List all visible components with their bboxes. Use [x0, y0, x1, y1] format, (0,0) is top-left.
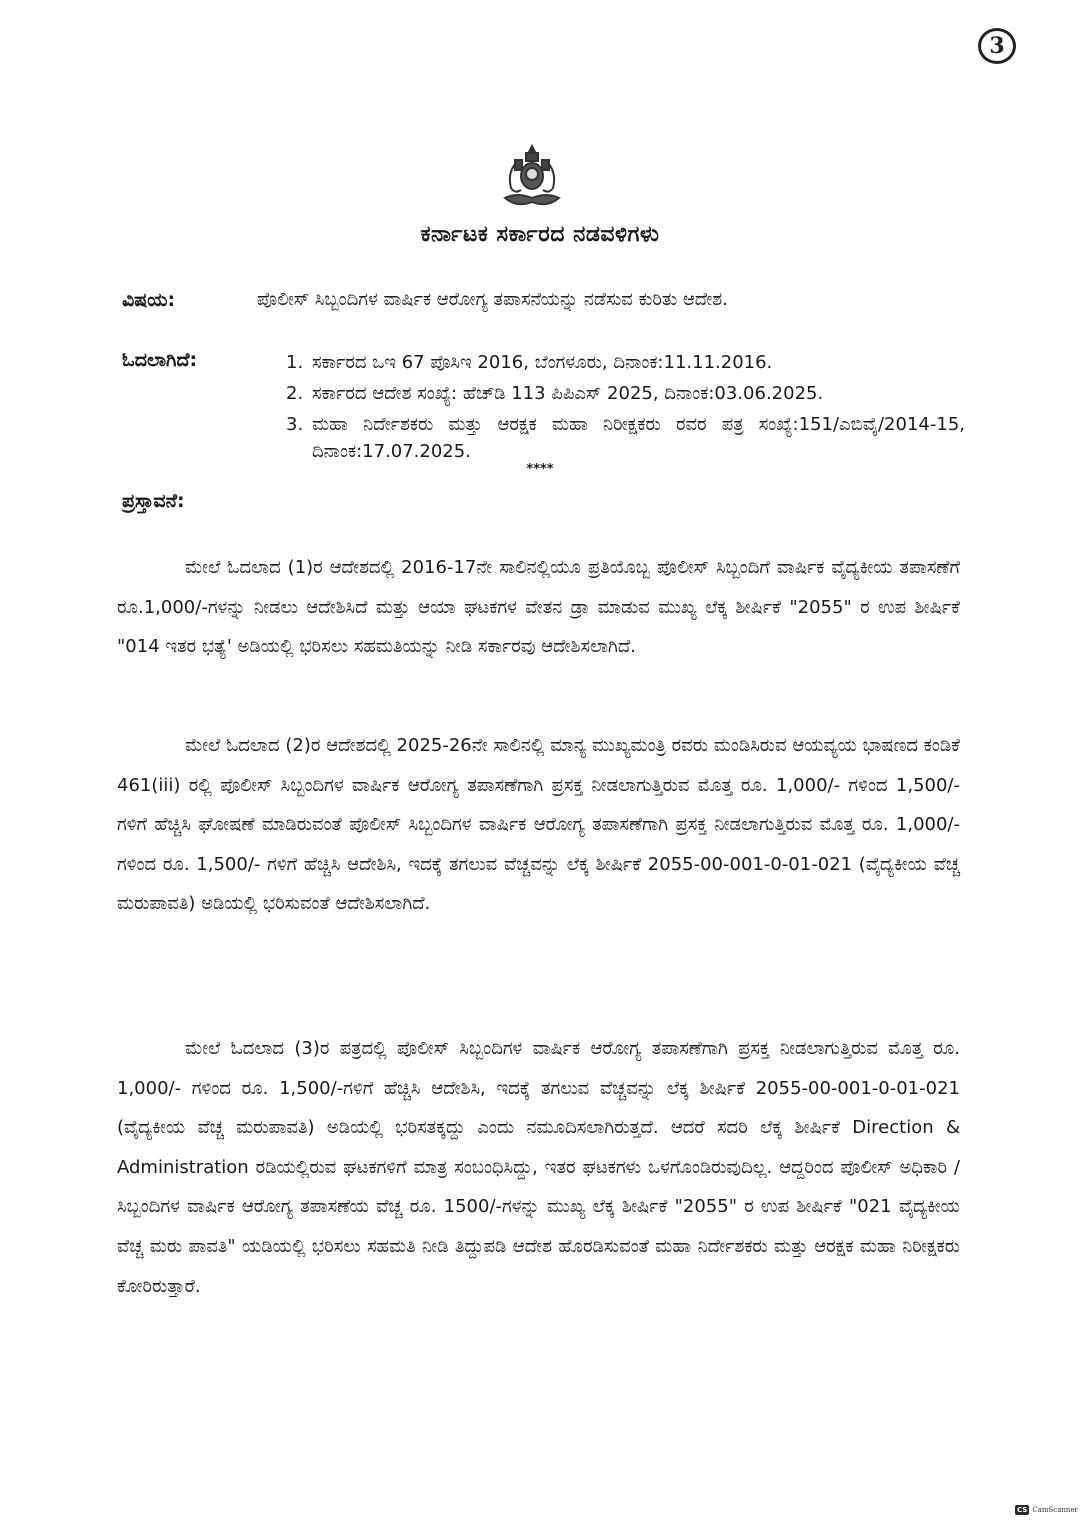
camscanner-logo-icon: CS [1017, 1506, 1028, 1514]
handwritten-page-number: 3 [978, 28, 1016, 64]
preamble-paragraph-2: ಮೇಲೆ ಓದಲಾದ (2)ರ ಆದೇಶದಲ್ಲಿ 2025-26ನೇ ಸಾಲಿನಲ್ಲಿ ಮಾನ್ಯ ಮುಖ್ಯಮಂತ್ರಿ ರವರು ಮಂಡಿಸಿರುವ ಆಯವ್ಯಯ ಭಾಷಣದ ಕಂಡಿಕೆ 461(iii) ರಲ್ಲಿ ಪೊಲೀಸ್ ಸಿಬ್ಬಂದಿಗಳ ವಾರ್ಷಿಕ ಆರೋಗ್ಯ ತಪಾಸಣೆಗಾಗಿ ಪ್ರಸಕ್ತ ನೀಡಲಾಗುತ್ತಿರುವ ಮೊತ್ತ ರೂ. 1,000/- ಗಳಿಂದ 1,500/- ಗಳಿಗೆ ಹೆಚ್ಚಿಸಿ ಘೋಷಣೆ ಮಾಡಿರುವಂತೆ ಪೊಲೀಸ್ ಸಿಬ್ಬಂದಿಗಳ ವಾರ್ಷಿಕ ಆರೋಗ್ಯ ತಪಾಸಣೆಗಾಗಿ ಪ್ರಸಕ್ತ ನೀಡಲಾಗುತ್ತಿರುವ ಮೊತ್ತ ರೂ. 1,000/- ಗಳಿಂದ ರೂ. 1,500/- ಗಳಿಗೆ ಹೆಚ್ಚಿಸಿ ಆದೇಶಿಸಿ, ಇದಕ್ಕೆ ತಗಲುವ ವೆಚ್ಚವನ್ನು ಲೆಕ್ಕ ಶೀರ್ಷಿಕೆ 2055-00-001-0-01-021 (ವೈದ್ಯಕೀಯ ವೆಚ್ಚ ಮರುಪಾವತಿ) ಅಡಿಯಲ್ಲಿ ಭರಿಸುವಂತೆ ಆದೇಶಿಸಲಾಗಿದೆ. [117, 735, 960, 915]
reference-text: ಸರ್ಕಾರದ ಆದೇಶ ಸಂಖ್ಯೆ: ಹೆಚ್‌ಡಿ 113 ಪಿಪಿಎಸ್ 2025, ದಿನಾಂಕ:03.06.2025. [312, 383, 824, 404]
section-separator: **** [526, 462, 554, 477]
references-list [286, 349, 965, 465]
reference-text: ಸರ್ಕಾರದ ಒಇ 67 ಪೊಸಿಇ 2016, ಬೆಂಗಳೂರು, ದಿನಾಂಕ:11.11.2016. [312, 352, 773, 373]
camscanner-watermark [1015, 1505, 1078, 1515]
reference-item [286, 380, 965, 407]
reference-text: ಮಹಾ ನಿರ್ದೇಶಕರು ಮತ್ತು ಆರಕ್ಷಕ ಮಹಾ ನಿರೀಕ್ಷಕರು ರವರ ಪತ್ರ ಸಂಖ್ಯೆ:151/ಎಬಿವೈ/2014-15, ದಿನಾಂಕ:17.07.2025. [312, 414, 965, 462]
reference-item [286, 349, 965, 376]
reference-item [286, 411, 965, 465]
preamble-paragraph-1: ಮೇಲೆ ಓದಲಾದ (1)ರ ಆದೇಶದಲ್ಲಿ 2016-17ನೇ ಸಾಲಿನಲ್ಲಿಯೂ ಪ್ರತಿಯೊಬ್ಬ ಪೊಲೀಸ್ ಸಿಬ್ಬಂದಿಗೆ ವಾರ್ಷಿಕ ವೈದ್ಯಕೀಯ ತಪಾಸಣೆಗೆ ರೂ.1,000/-ಗಳನ್ನು ನೀಡಲು ಆದೇಶಿಸಿದೆ ಮತ್ತು ಆಯಾ ಘಟಕಗಳ ವೇತನ ಡ್ರಾ ಮಾಡುವ ಮುಖ್ಯ ಲೆಕ್ಕ ಶೀರ್ಷಿಕೆ "2055" ರ ಉಪ ಶೀರ್ಷಿಕೆ "014 ಇತರ ಭತ್ಯೆ' ಅಡಿಯಲ್ಲಿ ಭರಿಸಲು ಸಹಮತಿಯನ್ನು ನೀಡಿ ಸರ್ಕಾರವು ಆದೇಶಿಸಲಾಗಿದೆ. [117, 557, 960, 658]
camscanner-text: CamScanner [1032, 1506, 1078, 1514]
government-proceedings-title: ಕರ್ನಾಟಕ ಸರ್ಕಾರದ ನಡವಳಿಗಳು [420, 222, 660, 247]
preamble-heading: ಪ್ರಸ್ತಾವನೆ: [122, 490, 185, 512]
references-label: ಓದಲಾಗಿದೆ: [122, 349, 198, 371]
preamble-paragraph-3: ಮೇಲೆ ಓದಲಾದ (3)ರ ಪತ್ರದಲ್ಲಿ ಪೊಲೀಸ್ ಸಿಬ್ಬಂದಿಗಳ ವಾರ್ಷಿಕ ಆರೋಗ್ಯ ತಪಾಸಣೆಗಾಗಿ ಪ್ರಸಕ್ತ ನೀಡಲಾಗುತ್ತಿರುವ ಮೊತ್ತ ರೂ. 1,000/- ಗಳಿಂದ ರೂ. 1,500/-ಗಳಿಗೆ ಹೆಚ್ಚಿಸಿ ಆದೇಶಿಸಿ, ಇದಕ್ಕೆ ತಗಲುವ ವೆಚ್ಚವನ್ನು ಲೆಕ್ಕ ಶೀರ್ಷಿಕೆ 2055-00-001-0-01-021 (ವೈದ್ಯಕೀಯ ವೆಚ್ಚ ಮರುಪಾವತಿ) ಅಡಿಯಲ್ಲಿ ಭರಿಸತಕ್ಕದ್ದು ಎಂದು ನಮೂದಿಸಲಾಗಿರುತ್ತದೆ. ಆದರೆ ಸದರಿ ಲೆಕ್ಕ ಶೀರ್ಷಿಕೆ Direction & Administration ರಡಿಯಲ್ಲಿರುವ ಘಟಕಗಳಿಗೆ ಮಾತ್ರ ಸಂಬಂಧಿಸಿದ್ದು, ಇತರ ಘಟಕಗಳು ಒಳಗೊಂಡಿರುವುದಿಲ್ಲ. ಆದ್ದರಿಂದ ಪೊಲೀಸ್ ಅಧಿಕಾರಿ / ಸಿಬ್ಬಂದಿಗಳ ವಾರ್ಷಿಕ ಆರೋಗ್ಯ ತಪಾಸಣೆಯ ವೆಚ್ಚ ರೂ. 1500/-ಗಳನ್ನು ಮುಖ್ಯ ಲೆಕ್ಕ ಶೀರ್ಷಿಕೆ "2055" ರ ಉಪ ಶೀರ್ಷಿಕೆ "021 ವೈದ್ಯಕೀಯ ವೆಚ್ಚ ಮರು ಪಾವತಿ" ಯಡಿಯಲ್ಲಿ ಭರಿಸಲು ಸಹಮತಿ ನೀಡಿ ತಿದ್ದುಪಡಿ ಆದೇಶ ಹೊರಡಿಸುವಂತೆ ಮಹಾ ನಿರ್ದೇಶಕರು ಮತ್ತು ಆರಕ್ಷಕ ಮಹಾ ನಿರೀಕ್ಷಕರು ಕೋರಿರುತ್ತಾರೆ. [117, 1038, 960, 1297]
subject-text: ಪೊಲೀಸ್ ಸಿಬ್ಬಂದಿಗಳ ವಾರ್ಷಿಕ ಆರೋಗ್ಯ ತಪಾಸನೆಯನ್ನು ನಡೆಸುವ ಕುರಿತು ಆದೇಶ. [257, 289, 728, 310]
reference-number: 1. [286, 352, 304, 373]
subject-section [122, 285, 965, 315]
reference-number: 3. [286, 414, 304, 435]
subject-label: ವಿಷಯ: [122, 289, 176, 311]
state-emblem-icon [497, 142, 567, 212]
reference-number: 2. [286, 383, 304, 404]
